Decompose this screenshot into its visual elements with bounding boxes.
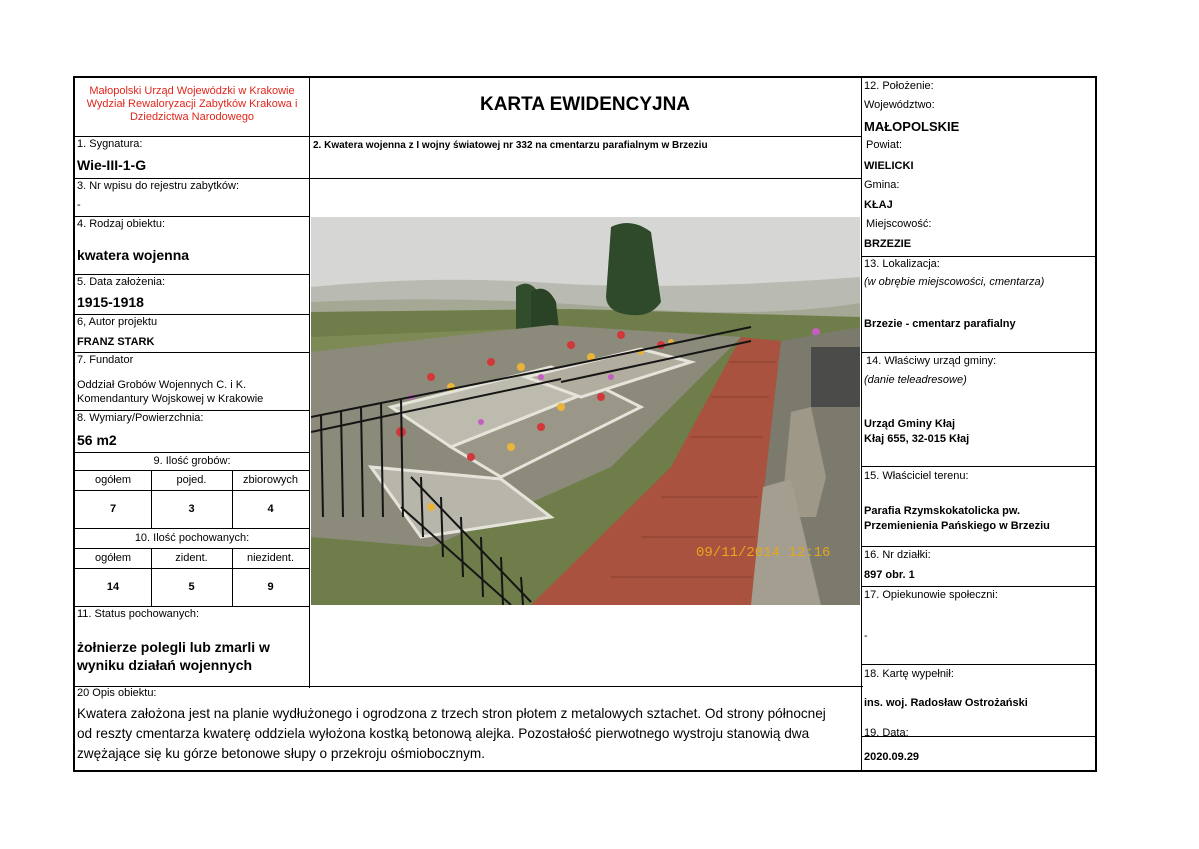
nr-wpisu-label: 3. Nr wpisu do rejestru zabytków:: [77, 180, 240, 192]
wymiary-value: 56 m2: [77, 432, 117, 448]
groby-single: 3: [188, 503, 195, 515]
pochowani-identified: 5: [188, 581, 195, 593]
sygnatura-label: 1. Sygnatura:: [77, 138, 143, 150]
wojewodztwo-label: Województwo:: [864, 99, 935, 111]
record-card: [73, 76, 1097, 772]
wymiary-label: 8. Wymiary/Powierzchnia:: [77, 412, 204, 424]
powiat-value: WIELICKI: [864, 160, 914, 172]
autor-value: FRANZ STARK: [77, 336, 155, 348]
urzad-hint: (danie teleadresowe): [864, 374, 967, 386]
data-zalozenia-value: 1915-1918: [77, 294, 144, 310]
opiekunowie-value: -: [864, 630, 868, 642]
object-name: 2. Kwatera wojenna z I wojny światowej nr 332 na cmentarzu parafialnym w Brzeziu: [313, 140, 708, 151]
groby-header-collective: zbiorowych: [242, 474, 299, 486]
lokalizacja-value: Brzezie - cmentarz parafialny: [864, 318, 1016, 330]
divider-right: [861, 78, 862, 772]
gmina-label: Gmina:: [864, 179, 900, 191]
wlasciciel-line-1: Parafia Rzymskokatolicka pw.: [864, 505, 1021, 517]
powiat-label: Powiat:: [866, 139, 903, 151]
groby-total: 7: [109, 503, 117, 515]
autor-label: 6, Autor projektu: [77, 316, 158, 328]
opis-line-1: Kwatera założona jest na planie wydłużonego i ogrodzona z trzech stron płotem z metalowych sztachet. Od strony północnej: [77, 706, 826, 721]
status-line-2: wyniku działań wojennych: [77, 657, 253, 673]
institution-line-2: Wydział Rewaloryzacji Zabytków Krakowa i: [86, 98, 298, 110]
fundator-label: 7. Fundator: [77, 354, 134, 366]
fundator-line-2: Komendantury Wojskowej w Krakowie: [77, 393, 264, 405]
opis-label: 20 Opis obiektu:: [77, 687, 157, 699]
rodzaj-label: 4. Rodzaj obiektu:: [77, 218, 166, 230]
groby-header-total: ogółem: [94, 474, 132, 486]
urzad-label: 14. Właściwy urząd gminy:: [866, 355, 997, 367]
nr-wpisu-value: -: [77, 199, 81, 211]
lokalizacja-hint: (w obrębie miejscowości, cmentarza): [864, 276, 1045, 288]
wojewodztwo-value: MAŁOPOLSKIE: [864, 119, 960, 134]
wlasciciel-value: [864, 504, 1050, 534]
fundator-value: [77, 378, 263, 406]
wypelnil-value: ins. woj. Radosław Ostrożański: [864, 697, 1028, 709]
sygnatura-value: Wie-III-1-G: [77, 157, 147, 173]
dzialka-value: 897 obr. 1: [864, 569, 915, 581]
fundator-line-1: Oddział Grobów Wojennych C. i K.: [77, 379, 247, 391]
lokalizacja-label: 13. Lokalizacja:: [864, 258, 940, 270]
photo-timestamp: 09/11/2014 12:16: [696, 545, 831, 561]
groby-label: 9. Ilość grobów:: [153, 455, 231, 467]
status-value: [77, 638, 270, 674]
wypelnil-label: 18. Kartę wypełnił:: [864, 668, 954, 680]
divider-left: [309, 78, 310, 688]
opis-text: [77, 704, 826, 764]
wlasciciel-label: 15. Właściciel terenu:: [864, 470, 969, 482]
dzialka-label: 16. Nr działki:: [864, 549, 931, 561]
page-title: KARTA EWIDENCYJNA: [479, 94, 691, 115]
miejscowosc-label: Miejscowość:: [866, 218, 932, 230]
opis-line-2: od reszty cmentarza kwaterę oddziela wyłożona kostką betonową alejka. Pozostałość pierwotnego wystroju stanowią dwa: [77, 726, 810, 741]
pochowani-header-total: ogółem: [94, 552, 132, 564]
pochowani-label: 10. Ilość pochowanych:: [134, 532, 250, 544]
pochowani-header-identified: zident.: [175, 552, 208, 564]
groby-header-single: pojed.: [176, 474, 207, 486]
urzad-line-1: Urząd Gminy Kłaj: [864, 418, 956, 430]
cemetery-photo: [311, 217, 860, 605]
rodzaj-value: kwatera wojenna: [77, 247, 190, 263]
data-label: 19. Data:: [864, 727, 909, 739]
gmina-value: KŁAJ: [864, 199, 893, 211]
opis-line-3: zwężające się ku górze betonowe słupy o przekroju ośmiobocznym.: [77, 746, 486, 761]
pochowani-total: 14: [106, 581, 120, 593]
data-zalozenia-label: 5. Data założenia:: [77, 276, 166, 288]
status-line-1: żołnierze polegli lub zmarli w: [77, 639, 270, 655]
groby-collective: 4: [267, 503, 274, 515]
institution-line-3: Dziedzictwa Narodowego: [129, 111, 255, 123]
status-label: 11. Status pochowanych:: [77, 608, 200, 620]
urzad-value: [864, 417, 969, 447]
wlasciciel-line-2: Przemienienia Pańskiego w Brzeziu: [864, 520, 1050, 532]
data-value: 2020.09.29: [864, 751, 920, 763]
urzad-line-2: Kłaj 655, 32-015 Kłaj: [864, 433, 970, 445]
institution-name: [75, 85, 309, 124]
polozenie-label: 12. Położenie:: [864, 80, 934, 92]
institution-line-1: Małopolski Urząd Wojewódzki w Krakowie: [89, 85, 295, 97]
opiekunowie-label: 17. Opiekunowie społeczni:: [864, 589, 998, 601]
pochowani-header-unidentified: niezident.: [246, 552, 295, 564]
miejscowosc-value: BRZEZIE: [864, 238, 912, 250]
pochowani-unidentified: 9: [267, 581, 274, 593]
